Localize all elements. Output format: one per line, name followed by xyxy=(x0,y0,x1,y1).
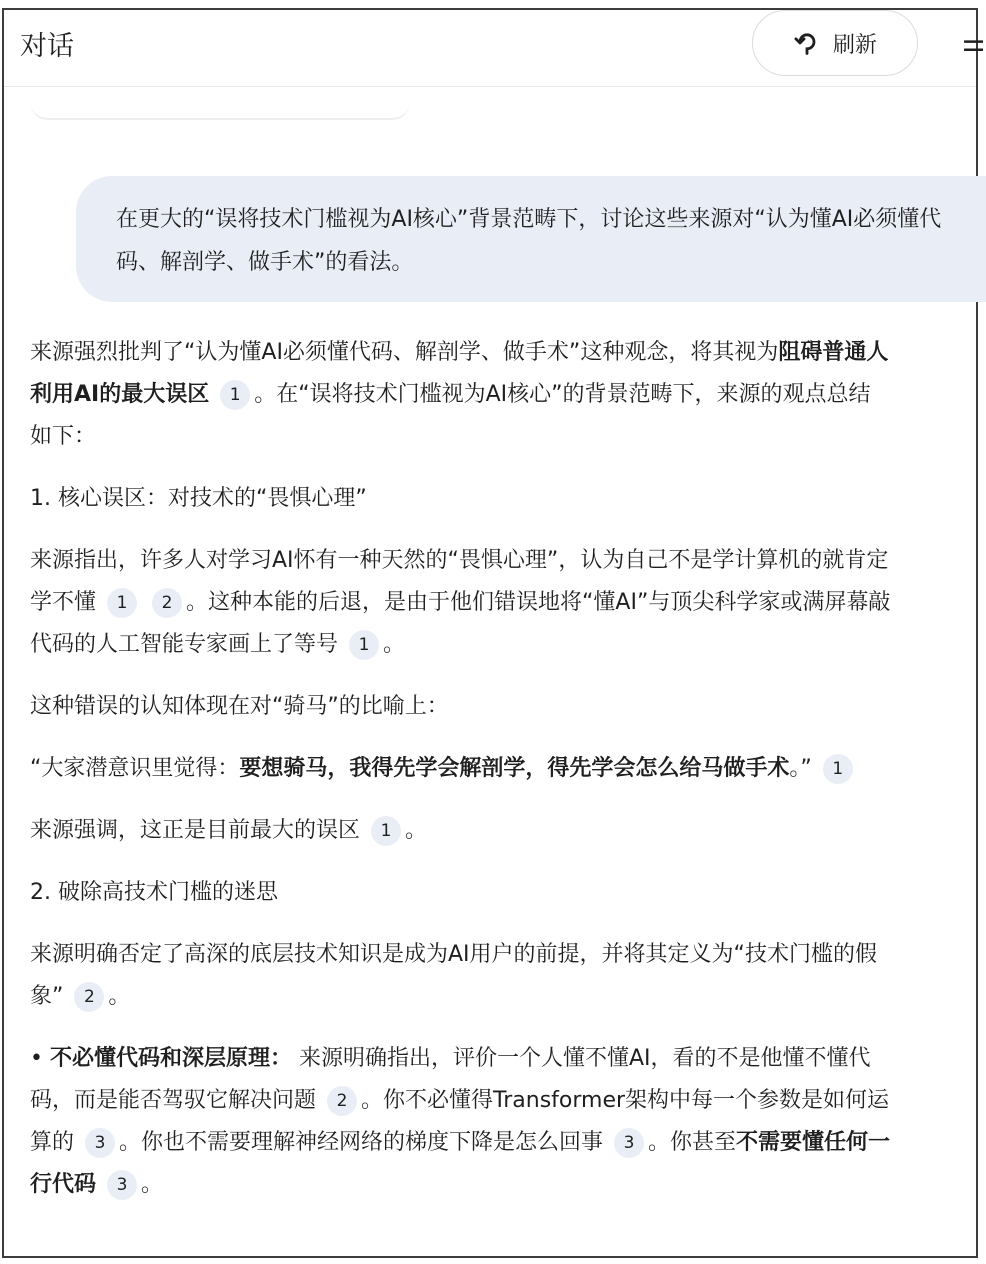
section-heading: 2. 破除高技术门槛的迷思 xyxy=(30,880,278,905)
response-paragraph: 来源指出，许多人对学习AI怀有一种天然的“畏惧心理”，认为自己不是学计算机的就肯定学不懂 1 2 。这种本能的后退，是由于他们错误地将“懂AI”与顶尖科学家或满屏幕敲代码的人工智能专家画上了等号 1 。 xyxy=(30,540,892,666)
bullet-marker: • xyxy=(30,1046,43,1071)
citation-chip[interactable]: 1 xyxy=(371,816,401,846)
emphasis: 不需要懂任何一行代码 xyxy=(30,1130,891,1197)
panel-header xyxy=(4,10,986,87)
overflow-icon[interactable]: ⚌ xyxy=(962,28,986,58)
assistant-response xyxy=(30,332,892,1226)
citation-chip[interactable]: 3 xyxy=(614,1128,644,1158)
bullet-item: • 不必懂代码和深层原理： 来源明确指出，评价一个人懂不懂AI，看的不是他懂不懂代码，而是能否驾驭它解决问题 2 。你不必懂得Transformer架构中每一个参数是如何运算的 3 。你也不需要理解神经网络的梯度下降是怎么回事 3 。你甚至不需要懂任何一行代码 3 。 xyxy=(30,1038,892,1206)
panel-title: 对话 xyxy=(20,31,74,62)
citation-chip[interactable]: 1 xyxy=(107,588,137,618)
refresh-icon xyxy=(793,29,821,57)
previous-message-edge xyxy=(30,100,410,120)
citation-chip[interactable]: 2 xyxy=(74,982,104,1012)
refresh-button[interactable] xyxy=(752,10,918,76)
response-paragraph: 来源强调，这正是目前最大的误区 1 。 xyxy=(30,810,892,852)
citation-chip[interactable]: 1 xyxy=(220,380,250,410)
quote-paragraph: “大家潜意识里觉得：要想骑马，我得先学会解剖学，得先学会怎么给马做手术。” 1 xyxy=(30,748,892,790)
section-heading: 1. 核心误区：对技术的“畏惧心理” xyxy=(30,486,367,511)
citation-chip[interactable]: 2 xyxy=(327,1086,357,1116)
user-message: 在更大的“误将技术门槛视为AI核心”背景范畴下，讨论这些来源对“认为懂AI必须懂代码、解剖学、做手术”的看法。 xyxy=(76,176,986,302)
citation-chip[interactable]: 2 xyxy=(152,588,182,618)
citation-chip[interactable]: 3 xyxy=(107,1170,137,1200)
emphasis: 不必懂代码和深层原理： xyxy=(49,1046,292,1071)
citation-chip[interactable]: 3 xyxy=(85,1128,115,1158)
response-paragraph: 这种错误的认知体现在对“骑马”的比喻上： xyxy=(30,694,449,719)
citation-chip[interactable]: 1 xyxy=(823,754,853,784)
emphasis: 要想骑马，我得先学会解剖学，得先学会怎么给马做手术 xyxy=(239,756,790,781)
response-paragraph: 来源强烈批判了“认为懂AI必须懂代码、解剖学、做手术”这种观念，将其视为阻碍普通人利用AI的最大误区 1 。在“误将技术门槛视为AI核心”的背景范畴下，来源的观点总结如下： xyxy=(30,340,889,449)
conversation-panel xyxy=(2,8,986,1258)
refresh-label: 刷新 xyxy=(832,32,877,58)
citation-chip[interactable]: 1 xyxy=(349,630,379,660)
response-paragraph: 来源明确否定了高深的底层技术知识是成为AI用户的前提，并将其定义为“技术门槛的假象” 2 。 xyxy=(30,934,892,1018)
emphasis: 阻碍普通人利用AI的最大误区 xyxy=(30,340,889,407)
